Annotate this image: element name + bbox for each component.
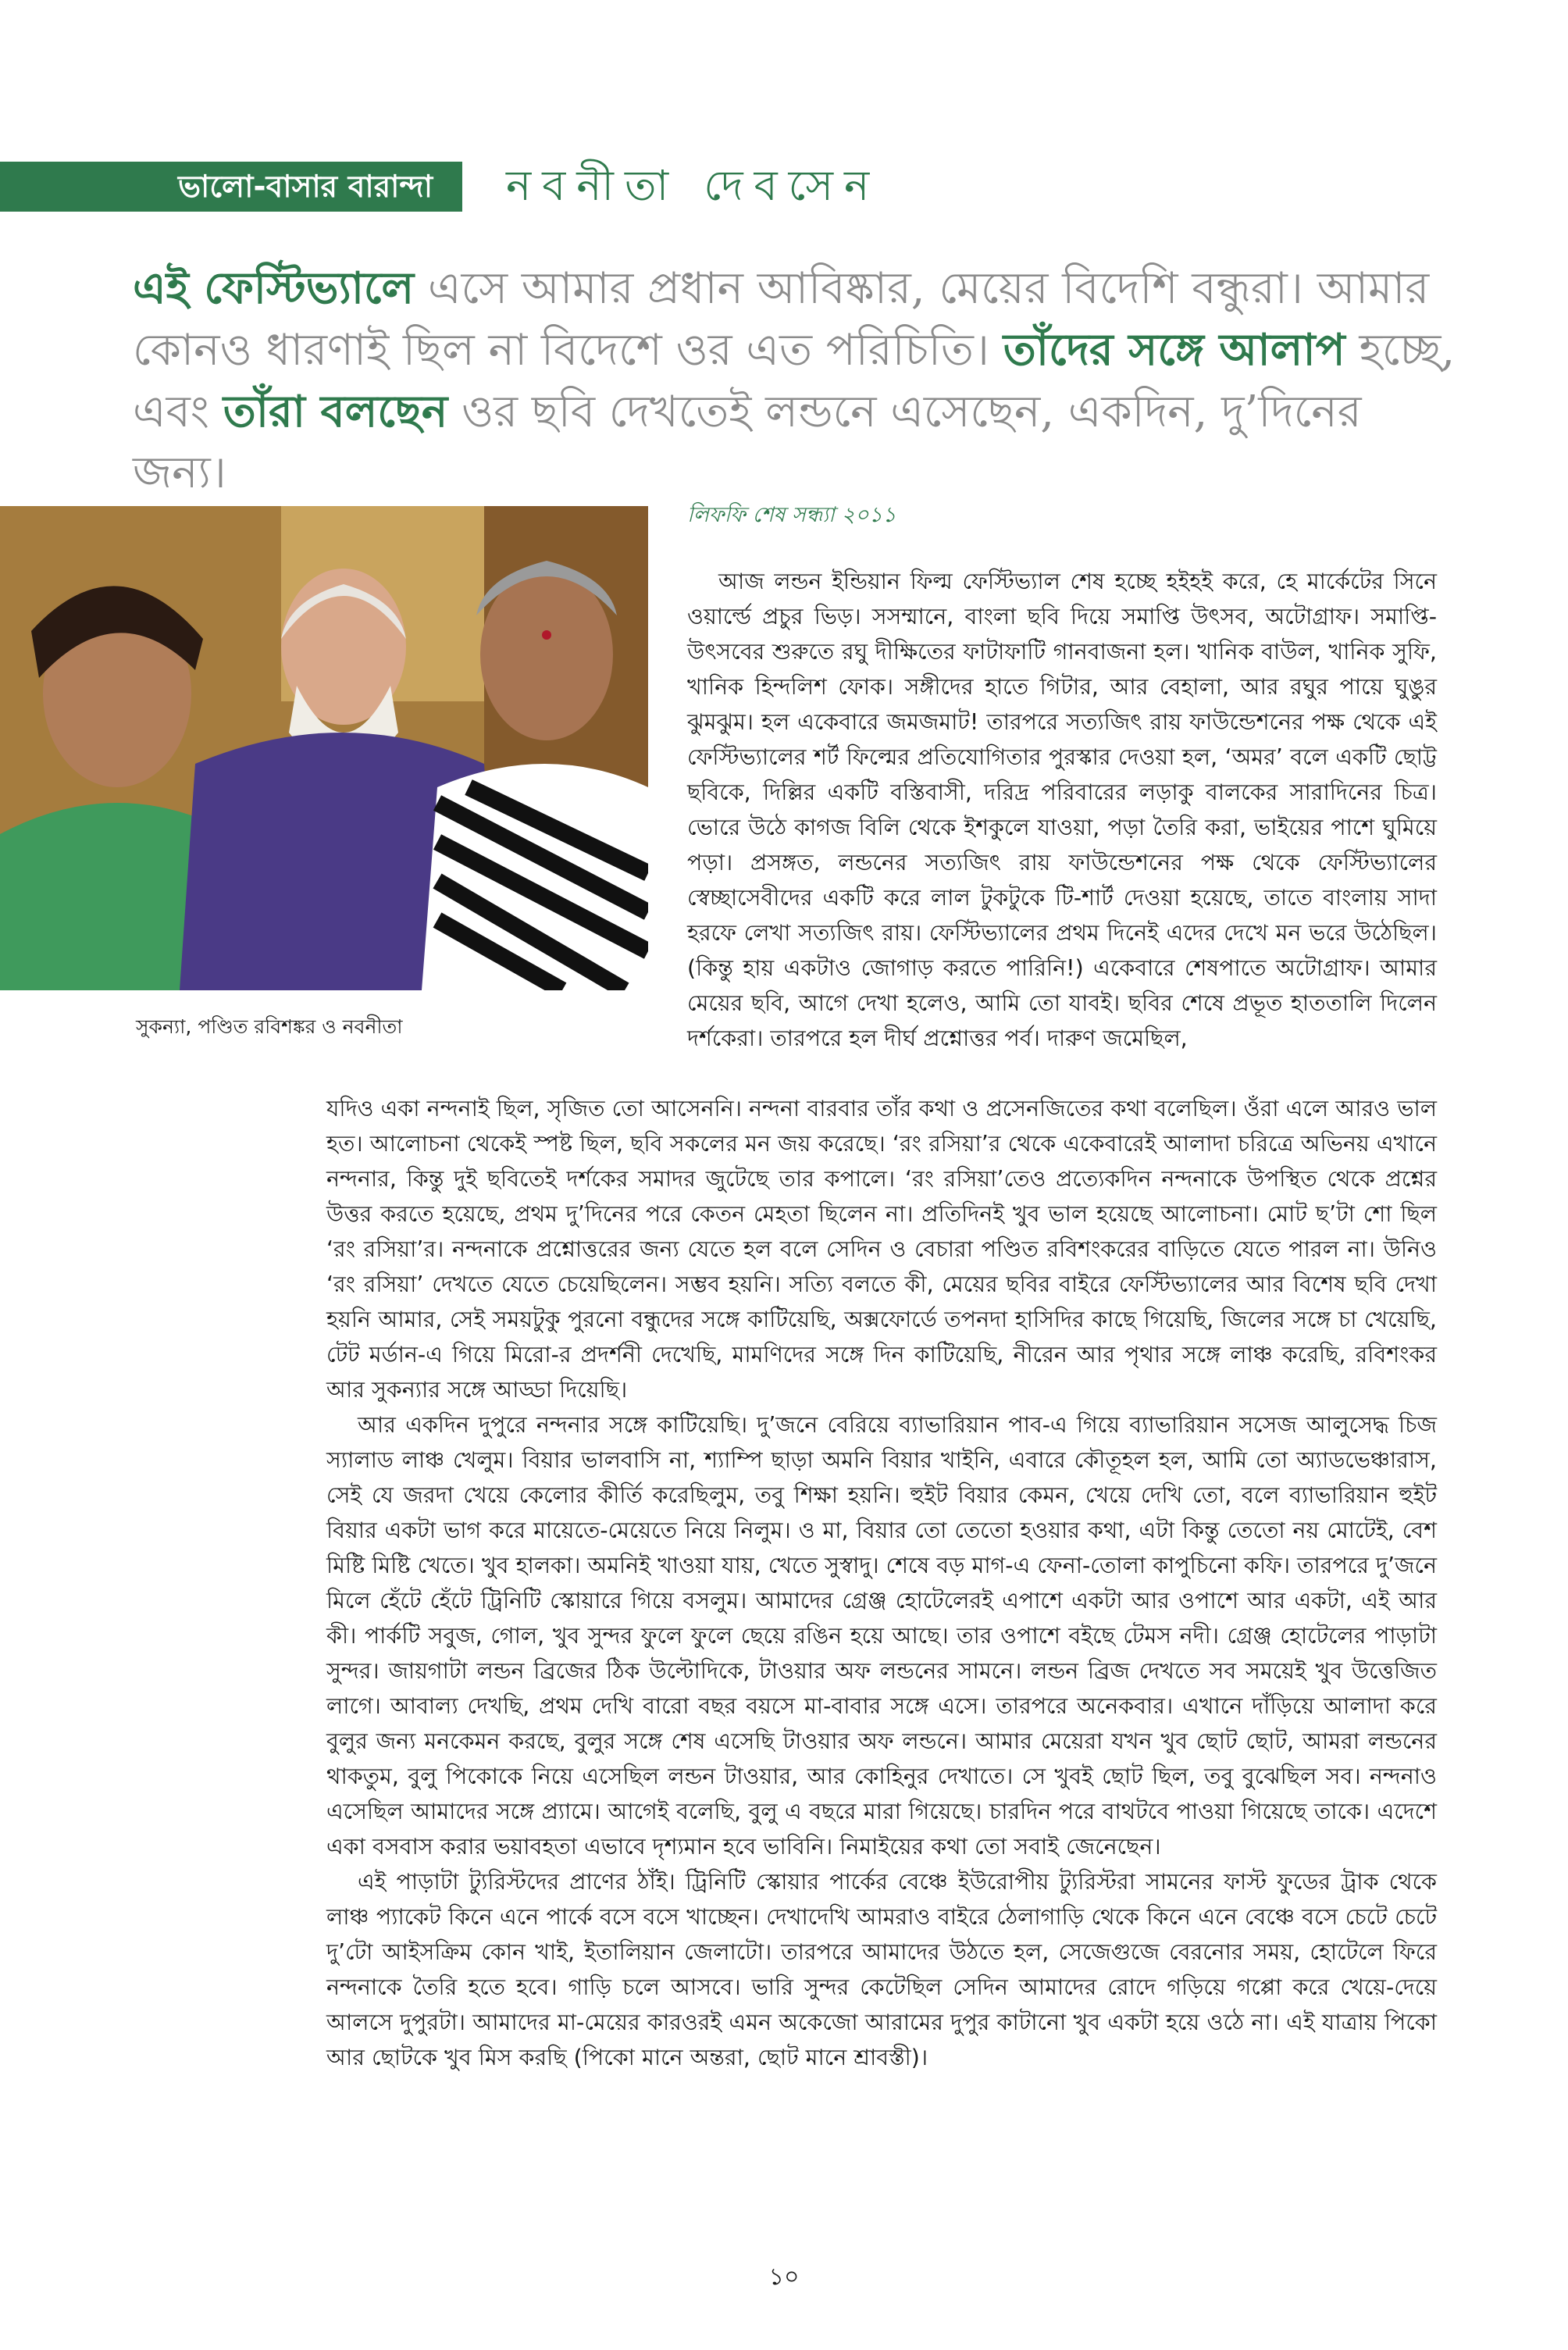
pull-quote-highlight: তাঁদের সঙ্গে আলাপ: [1003, 324, 1345, 376]
article-paragraph: এই পাড়াটা ট্যুরিস্টদের প্রাণের ঠাঁই। ট্রিনিটি স্কোয়ার পার্কের বেঞ্চে ইউরোপীয় ট্যুরিস্টরা সামনের ফাস্ট ফুডের ট্রাক থেকে লাঞ্চ প্যাকেট কিনে এনে পার্কে বসে বসে খাচ্ছেন। দেখাদেখি আমরাও বাইরে ঠেলাগাড়ি থেকে কিনে এনে বেঞ্চে বসে চেটে চেটে দু’টো আইসক্রিম কোন খাই, ইতালিয়ান জেলাটো। তারপরে আমাদের উঠতে হল, সেজেগুজে বেরনোর সময়, হোটেলে ফিরে নন্দনাকে তৈরি হতে হবে। গাড়ি চলে আসবে। ভারি সুন্দর কেটেছিল সেদিন আমাদের রোদে গড়িয়ে গপ্পো করে খেয়ে-দেয়ে আলসে দুপুরটা। আমাদের মা-মেয়ের কারওরই এমন অকেজো আরামের দুপুর কাটানো খুব একটা হয়ে ওঠে না। এই যাত্রায় পিকো আর ছোটকে খুব মিস করছি (পিকো মানে অন্তরা, ছোট মানে শ্রাবস্তী)।: [326, 1869, 1437, 2070]
pull-quote-text: হচ্ছে, এবং: [133, 325, 1456, 437]
pull-quote-text: এসে আমার প্রধান আবিষ্কার, মেয়ের বিদেশি বন্ধুরা। আমার কোনও ধারণাই ছিল না বিদেশে ওর এত পরিচিতি।: [133, 263, 1430, 376]
photo: [0, 506, 648, 990]
article-paragraph: যদিও একা নন্দনাই ছিল, সৃজিত তো আসেননি। নন্দনা বারবার তাঁর কথা ও প্রসেনজিতের কথা বলেছিল। ওঁরা এলে আরও ভাল হত। আলোচনা থেকেই স্পষ্ট ছিল, ছবি সকলের মন জয় করেছে। ‘রং রসিয়া’র থেকে একেবারেই আলাদা চরিত্রে অভিনয় এখানে নন্দনার, কিন্তু দুই ছবিতেই দর্শকের সমাদর জুটেছে তার কপালে। ‘রং রসিয়া’তেও প্রত্যেকদিন নন্দনাকে উপস্থিত থেকে প্রশ্নের উত্তর করতে হয়েছে, প্রথম দু’দিনের পরে কেতন মেহতা ছিলেন না। প্রতিদিনই খুব ভাল হয়েছে আলোচনা। মোট ছ’টা শো ছিল ‘রং রসিয়া’র। নন্দনাকে প্রশ্নোত্তরের জন্য যেতে হল বলে সেদিন ও বেচারা পণ্ডিত রবিশংকরের বাড়িতে যেতে পারল না। উনিও ‘রং রসিয়া’ দেখতে যেতে চেয়েছিলেন। সম্ভব হয়নি। সত্যি বলতে কী, মেয়ের ছবির বাইরে ফেস্টিভ্যালের আর বিশেষ ছবি দেখা হয়নি আমার, সেই সময়টুকু পুরনো বন্ধুদের সঙ্গে কাটিয়েছি, অক্সফোর্ডে তপনদা হাসিদির কাছে গিয়েছি, জিলের সঙ্গে চা খেয়েছি, টেট মর্ডান-এ গিয়ে মিরো-র প্রদর্শনী দেখেছি, মামণিদের সঙ্গে দিন কাটিয়েছি, নীরেন আর পৃথার সঙ্গে লাঞ্চ করেছি, রবিশংকর আর সুকন্যার সঙ্গে আড্ডা দিয়েছি।: [326, 1096, 1437, 1403]
pull-quote-text: ওর ছবি দেখতেই লন্ডনে এসেছেন, একদিন, দু’দিনের জন্য।: [133, 387, 1362, 498]
article-column-full: [326, 1091, 1437, 2075]
author-name-text: নবনীতা দেবসেন: [506, 161, 881, 210]
article-column-right: [687, 564, 1437, 1056]
dateline: লিফফি শেষ সন্ধ্যা ২০১১: [687, 503, 896, 527]
photo-illustration: [0, 506, 648, 990]
photo-caption: সুকন্যা, পণ্ডিত রবিশঙ্কর ও নবনীতা: [136, 1015, 403, 1038]
pull-quote-highlight: তাঁরা বলছেন: [223, 386, 448, 437]
pull-quote: [133, 258, 1460, 504]
article-paragraph: আর একদিন দুপুরে নন্দনার সঙ্গে কাটিয়েছি। দু’জনে বেরিয়ে ব্যাভারিয়ান পাব-এ গিয়ে ব্যাভারিয়ান সসেজ আলুসেদ্ধ চিজ স্যালাড লাঞ্চ খেলুম। বিয়ার ভালবাসি না, শ্যাম্পি ছাড়া অমনি বিয়ার খাইনি, এবারে কৌতূহল হল, আমি তো অ্যাডভেঞ্চারাস, সেই যে জরদা খেয়ে কেলোর কীর্তি করেছিলুম, তবু শিক্ষা হয়নি। হুইট বিয়ার কেমন, খেয়ে দেখি তো, বলে ব্যাভারিয়ান হুইট বিয়ার একটা ভাগ করে মায়েতে-মেয়েতে নিয়ে নিলুম। ও মা, বিয়ার তো তেতো হওয়ার কথা, এটা কিন্তু তেতো নয় মোটেই, বেশ মিষ্টি মিষ্টি খেতে। খুব হালকা। অমনিই খাওয়া যায়, খেতে সুস্বাদু। শেষে বড় মাগ-এ ফেনা-তোলা কাপুচিনো কফি। তারপরে দু’জনে মিলে হেঁটে হেঁটে ট্রিনিটি স্কোয়ারে গিয়ে বসলুম। আমাদের গ্রেঞ্জ হোটেলেরই এপাশে একটা আর ওপাশে আর একটা, এই আর কী। পার্কটি সবুজ, গোল, খুব সুন্দর ফুলে ফুলে ছেয়ে রঙিন হয়ে আছে। তার ওপাশে বইছে টেমস নদী। গ্রেঞ্জ হোটেলের পাড়াটা সুন্দর। জায়গাটা লন্ডন ব্রিজের ঠিক উল্টোদিকে, টাওয়ার অফ লন্ডনের সামনে। লন্ডন ব্রিজ দেখতে সব সময়েই খুব উত্তেজিত লাগে। আবাল্য দেখছি, প্রথম দেখি বারো বছর বয়সে মা-বাবার সঙ্গে এসে। তারপরে অনেকবার। এখানে দাঁড়িয়ে আলাদা করে বুলুর জন্য মনকেমন করছে, বুলুর সঙ্গে শেষ এসেছি টাওয়ার অফ লন্ডনে। আমার মেয়েরা যখন খুব ছোট ছোট, আমরা লন্ডনের থাকতুম, বুলু পিকোকে নিয়ে এসেছিল লন্ডন টাওয়ার, আর কোহিনুর দেখাতে। সে খুবই ছোট ছিল, তবু বুঝেছিল সব। নন্দনাও এসেছিল আমাদের সঙ্গে প্র্যামে। আগেই বলেছি, বুলু এ বছরে মারা গিয়েছে। চারদিন পরে বাথটবে পাওয়া গিয়েছে তাকে। এদেশে একা বসবাস করার ভয়াবহতা এভাবে দৃশ্যমান হবে ভাবিনি। নিমাইয়ের কথা তো সবাই জেনেছেন।: [326, 1412, 1437, 1860]
page-number: ১০: [768, 2263, 800, 2291]
article-paragraph: আজ লন্ডন ইন্ডিয়ান ফিল্ম ফেস্টিভ্যাল শেষ হচ্ছে হইহই করে, হে মার্কেটের সিনে ওয়ার্ল্ডে প্রচুর ভিড়। সসম্মানে, বাংলা ছবি দিয়ে সমাপ্তি উৎসব, অটোগ্রাফ। সমাপ্তি-উৎসবের শুরুতে রঘু দীক্ষিতের ফাটাফাটি গানবাজনা হল। খানিক বাউল, খানিক সুফি, খানিক হিন্দলিশ ফোক। সঙ্গীদের হাতে গিটার, আর বেহালা, আর রঘুর পায়ে ঘুঙুর ঝুমঝুম। হল একেবারে জমজমাট! তারপরে সত্যজিৎ রায় ফাউন্ডেশনের পক্ষ থেকে এই ফেস্টিভ্যালের শর্ট ফিল্মের প্রতিযোগিতার পুরস্কার দেওয়া হল, ‘অমর’ বলে একটি ছোট্ট ছবিকে, দিল্লির একটি বস্তিবাসী, দরিদ্র পরিবারের লড়াকু বালকের সারাদিনের চিত্র। ভোরে উঠে কাগজ বিলি থেকে ইশকুলে যাওয়া, পড়া তৈরি করা, ভাইয়ের পাশে ঘুমিয়ে পড়া। প্রসঙ্গত, লন্ডনের সত্যজিৎ রায় ফাউন্ডেশনের পক্ষ থেকে ফেস্টিভ্যালের স্বেচ্ছাসেবীদের একটি করে লাল টুকটুকে টি-শার্ট দেওয়া হয়েছে, তাতে বাংলায় সাদা হরফে লেখা সত্যজিৎ রায়। ফেস্টিভ্যালের প্রথম দিনেই এদের দেখে মন ভরে উঠেছিল। (কিন্তু হায় একটাও জোগাড় করতে পারিনি!) একেবারে শেষপাতে অটোগ্রাফ। আমার মেয়ের ছবি, আগে দেখা হলেও, আমি তো যাবই। ছবির শেষে প্রভূত হাততালি দিলেন দর্শকেরা। তারপরে হল দীর্ঘ প্রশ্নোত্তর পর্ব। দারুণ জমেছিল,: [687, 569, 1437, 1051]
column-name: ভালো-বাসার বারান্দা: [178, 169, 433, 205]
author-name: [506, 156, 880, 216]
pull-quote-highlight: এই ফেস্টিভ্যালে: [133, 262, 415, 314]
